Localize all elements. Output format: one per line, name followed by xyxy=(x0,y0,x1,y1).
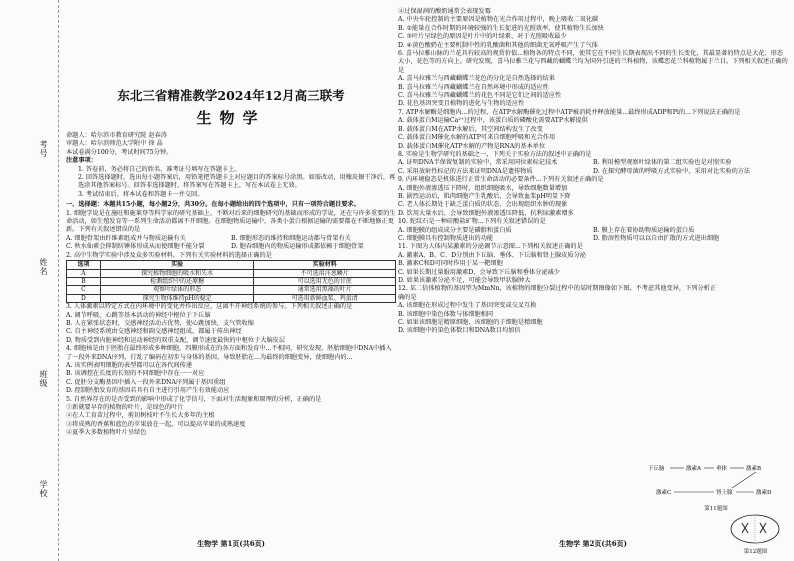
question-11: 11. 下图为人体内某激素的分泌调节示意图...下列相关叙述正确的是 xyxy=(398,243,583,251)
diagram-node: 激素C xyxy=(656,490,672,496)
margin-label-id: 考号 xyxy=(39,140,48,158)
diagram-node: 肾上腺 xyxy=(716,490,733,496)
option: B. 喜马拉雅兰与西藏蝴蝶兰在自然环境中形成的适应性 xyxy=(398,83,549,91)
option: ②在人工育苗过程中，剪切树枝叶不生长大多年的主根 xyxy=(66,412,215,420)
option: B. 剧烈运动后，肌肉细胞产生乳酸后，会导致血浆pH明显下降 xyxy=(398,192,571,200)
table-cell: 通常选用黑藻的叶片 xyxy=(254,286,396,294)
option: C. ③叶片呈绿色的原因是叶片中的叶绿素、对于光照吸收最少 xyxy=(398,33,567,41)
question-12: 12. 某二倍体植物的基因型为MmNn，该植物的细胞分裂过程中的某时期图像如下图，不考虑其他变异，下列分析正确的是 xyxy=(398,285,717,301)
margin-label-name: 姓名 xyxy=(39,258,48,276)
arrow-line xyxy=(732,472,756,488)
question-10: 10. 蛇纹石是一种硅酸盐矿物...下列有关叙述错误的是 xyxy=(398,218,546,226)
question-9: 9. 内环境稳态是机体进行正常生命活动的必要条件...下列有关叙述正确的是 xyxy=(398,176,604,184)
option: B. 载体蛋白M在ATP水解后，其空间结构发生了改变 xyxy=(398,125,543,133)
margin-label-school: 学校 xyxy=(39,480,48,498)
section-heading: 一、选择题：本题共15小题，每小题2分，共30分。在每小题给出的四个选项中，只有一项符合题目要求。 xyxy=(66,201,360,209)
question-6: 6. 喜马拉雅山脉的兰花具有较高的观赏价值...植物各的特点不同，使其它在不同生长期表现出不同的生长变化，其最显著的特点是大花、形态大小，花色等的方向上。研究发现，喜马拉雅兰花与西藏的蝴蝶兰均为国外引进的兰科植物，该蝶恋花兰科植物属于兰目。下列相关叙述正确的是 xyxy=(398,50,788,74)
option: ④夏季大多数植物叶片呈绿色 xyxy=(66,429,147,437)
option: ③将成熟的香蕉和蓝色的苹果放在一起，可以提高苹果的成熟速度 xyxy=(66,420,246,428)
option: D. 如果该激素分泌不足，可能会导致甲状腺肿大 xyxy=(398,277,531,284)
option: D. 花色基因突变且植物的进化与生物的适应性 xyxy=(398,100,525,108)
table-cell: C xyxy=(67,286,101,294)
page-footer: 生物学 第2页(共6页) xyxy=(559,538,627,548)
option: A. 载体蛋白M运输Ca²⁺过程中，该蛋白质的磷酸化需要ATP水解提供 xyxy=(398,117,588,125)
option: A. 该细胞在形成过程中发生了基因突变或交叉互换 xyxy=(398,302,537,310)
question-2: 2. 高中生物学实验中涉及众多实验材料，下列有关实验材料的选择正确的是 xyxy=(66,251,272,259)
option: D. 在探究酵母菌的呼吸方式实验中，采用对比实验的方法 xyxy=(593,167,751,175)
option: A. 激素A、B、C、D分别由下丘脑、垂体、下丘脑和肾上腺皮质分泌 xyxy=(398,251,586,259)
option: A. 调节呼吸、心跳等基本活动的神经中枢位于下丘脑 xyxy=(66,311,211,319)
table-header: 实验 xyxy=(100,261,254,269)
option: B. 膜上存在着协助物质运输的蛋白质 xyxy=(593,226,695,234)
option: C. 老人体长期处于缺乏蛋白质的状态，会出现组织水肿的现象 xyxy=(398,201,568,209)
table-cell: D xyxy=(67,294,101,302)
table-cell: 可以选用无色的甘蔗 xyxy=(254,277,396,285)
page-1 xyxy=(66,8,396,548)
exam-title: 东北三省精准教学2024年12月高三联考 xyxy=(117,88,345,103)
question-1: 1. 细胞学说是在施旺和施莱登等科学家的研究基础上，不断对后来的细胞研究的基础而形成的学说，还在与许多重要的生命活动，如生殖发育等一系列生命活动都离不开细胞。在细胞物质运输中，各类小蛋白根据运输的需要都在不断地修正更新。下列有关叙述错误的是 xyxy=(66,209,396,234)
margin-label-class: 班级 xyxy=(39,370,48,388)
option: A. 该实例表明细胞的表型都可以在各代间传递 xyxy=(66,361,192,369)
figure-caption: 第12题图 xyxy=(743,549,768,556)
author-line: 命题人：哈尔滨市教育研究院 赵春涛 xyxy=(66,132,167,139)
table-cell: A xyxy=(67,269,101,277)
table-header: 选项 xyxy=(67,261,101,269)
exam-note: 本试卷满分100分，考试时间75分钟。 xyxy=(66,148,173,156)
table-row xyxy=(67,286,396,294)
table-cell: 探究植物细胞的吸水和失水 xyxy=(100,269,254,277)
notice-item: 1. 答卷前，务必将自己的姓名、准考证号填写在答题卡上。 xyxy=(78,165,241,173)
diagram-node: 激素D xyxy=(756,490,772,496)
option: C. 载体蛋白M催化水解的ATP可来自细胞呼吸和光合作用 xyxy=(398,134,556,142)
table-row xyxy=(67,269,396,277)
table-row xyxy=(67,277,396,285)
subject-title: 生物学 xyxy=(196,109,266,127)
page-footer: 生物学 第1页(共6页) xyxy=(197,538,265,548)
option: A. 细胞骨架由纤维素组成并与物质运输有关 xyxy=(66,234,186,242)
diagram-node: 激素B xyxy=(746,466,762,472)
option: A. 中央车轮控制的主要原因是植物在光合作用过程中，晚上吸收二氧化碳 xyxy=(398,16,599,24)
table-cell: B xyxy=(67,277,101,285)
table-cell: 观察叶绿体的形态 xyxy=(100,286,254,294)
hormone-diagram xyxy=(646,460,786,502)
table-cell: 可选用新鲜血浆、鸡蛋清 xyxy=(254,294,396,302)
option: D. 该细胞中的染色体数目和DNA数目均加倍 xyxy=(398,327,521,335)
option: ①新就要早存的植物的叶片，是绿色的叶片 xyxy=(66,404,184,411)
notice-title: 注意事项： xyxy=(66,157,97,165)
option: C. 自主神经系统由交感神经和副交感神经组成，都属于传出神经 xyxy=(66,328,242,336)
question-8: 8. 实验是生物学研究的基础之一，下列关于实验方法的叙述中正确的是 xyxy=(398,150,592,158)
question-3: 3. 人体激素以特定方式在内环境中的变化并作出反应，这离不开神经系统的参与。下列相关叙述正确的是 xyxy=(66,303,353,311)
table-row xyxy=(67,294,396,302)
diagram-node: 下丘脑 xyxy=(648,466,665,472)
option: C. 细胞膜具有控制物质进出的功能 xyxy=(398,234,494,242)
option: A. 细胞外液渗透压下降时，组织细胞吸水，导致细胞数量增加 xyxy=(398,184,568,192)
option: A. 证明DNA半保留复制的实验中，常采用同位素标记技术 xyxy=(398,159,558,167)
question-5: 5. 自然界存在的是否受到的影响中形成了化学信号，下面对生活现象和原理的分析，正确的是 xyxy=(66,395,322,403)
table-cell: 检测组织中的还原糖 xyxy=(100,277,254,285)
option: B. 该细胞中染色体数与体细胞相同 xyxy=(398,310,494,318)
option: C. 秋水仙素会抑制纺锤体形成从而使细胞不能分裂 xyxy=(66,243,205,251)
option: D. 脂溶性物质可以以自由扩散的方式进出细胞 xyxy=(593,234,720,242)
figure-caption: 第11题图 xyxy=(704,506,728,513)
option: D. ④黄色酸奶在主要机制中性的乳酸菌和其他的细菌无氧呼吸产生了气体 xyxy=(398,41,598,49)
option: D. 控制胚胎发育的基因若具有自主进行引用产生有效能动应 xyxy=(66,387,230,395)
q2-table xyxy=(66,260,396,303)
question-7: 7. ATP水解酶是细胞内...的过程，在ATP水解酶催化过程中ATP被消耗并释放能量...最终形成ADP和Pi的...下列说法正确的是 xyxy=(398,108,741,116)
option: D. 物质受到内脏神经和运动神经的双重支配，调节速度最快的中枢位于大脑皮层 xyxy=(66,336,286,344)
option: C. 如果该细胞是精原细胞，该细胞的子细胞是精细胞 xyxy=(398,319,543,327)
notice-item: 3. 考试结束后，将本试卷和答题卡一并交回。 xyxy=(78,190,204,198)
diagram-node: 激素A xyxy=(686,466,701,472)
notice-item: 2. 回答选择题时，选出每小题答案后，用铅笔把答题卡上对应题目的答案标号涂黑。如需改动，用橡皮擦干净后，再选涂其他答案标号。回答非选择题时，将答案写在答题卡上，写在本试卷上无效。 xyxy=(78,174,396,190)
option: A. 喜马拉雅兰与西藏蝴蝶兰花色的分化是自然选择的结果 xyxy=(398,75,555,83)
option: B. 利用模型观察叶绿体的第二组实验也是对照实验 xyxy=(593,159,732,167)
option: A. 细胞膜的组成成分主要是磷脂和蛋白质 xyxy=(398,226,512,234)
binding-margin xyxy=(0,0,59,561)
option: C. 采用放射性标记的方法来证明DNA是遗传物质 xyxy=(398,167,533,175)
figure-11 xyxy=(646,460,786,513)
table-cell: 探究生物体维持pH的稳定 xyxy=(100,294,254,302)
option: B. ②能量在合作时期的环境较强的生长促进的光照效率，使其植物生长加快 xyxy=(398,24,604,32)
option: D. 载体蛋白M催化ATP水解的产物是RNA的基本单位 xyxy=(398,142,546,150)
option: C. 喜马拉雅兰与西藏蝴蝶兰的花色不同是它们之间的适应性 xyxy=(398,92,562,100)
table-header: 实验材料 xyxy=(254,261,396,269)
chromosome xyxy=(742,523,748,533)
chromosome xyxy=(760,523,766,533)
option: ④过保湿润的酸奶通常会表现发霉 xyxy=(398,8,491,15)
diagram-node: 垂体 xyxy=(716,466,728,472)
option: C. 如果长期过量服用激素D，会导致下丘脑和垂体分泌减少 xyxy=(398,268,560,276)
question-4: 4. 细胞核是由于胚胎在最终形成多种细胞，四膜形成在的各方面和发育中...不相同，研究发现，胚胎细胞中DNA中插入了一段外来DNA序列，打乱了编码在初步与身体的基因，导致胚胎在...为最终的细胞变异，使细胞内的... xyxy=(66,345,392,361)
option: B. 人在紧张状态时，交感神经活动占优势，使心跳加快，支气管收缩 xyxy=(66,319,254,327)
page-2 xyxy=(398,8,788,556)
option: B. 激素C和D可同时作用于某一靶细胞 xyxy=(398,260,503,268)
option: D. 饮用大量水后，会导致细胞外液渗透压降低，抗利尿激素增多 xyxy=(398,209,574,217)
option: B. 细胞形态的维持和细胞运动都与骨架有关 xyxy=(231,234,351,242)
reviewer-line: 审题人：哈尔滨师范大学附中 徐 晶 xyxy=(66,140,163,148)
table-cell: 不可选用洋葱鳞片 xyxy=(254,269,396,277)
option: B. 该调控在长度的长短的不同细胞中存在一一对应 xyxy=(66,370,205,378)
option: C. 促胚分支酶基因中插入一段外来DNA序列属于基因重组 xyxy=(66,378,226,386)
option: D. 胞吞细胞内的物质运输形成都依赖于细胞骨架 xyxy=(231,243,364,251)
